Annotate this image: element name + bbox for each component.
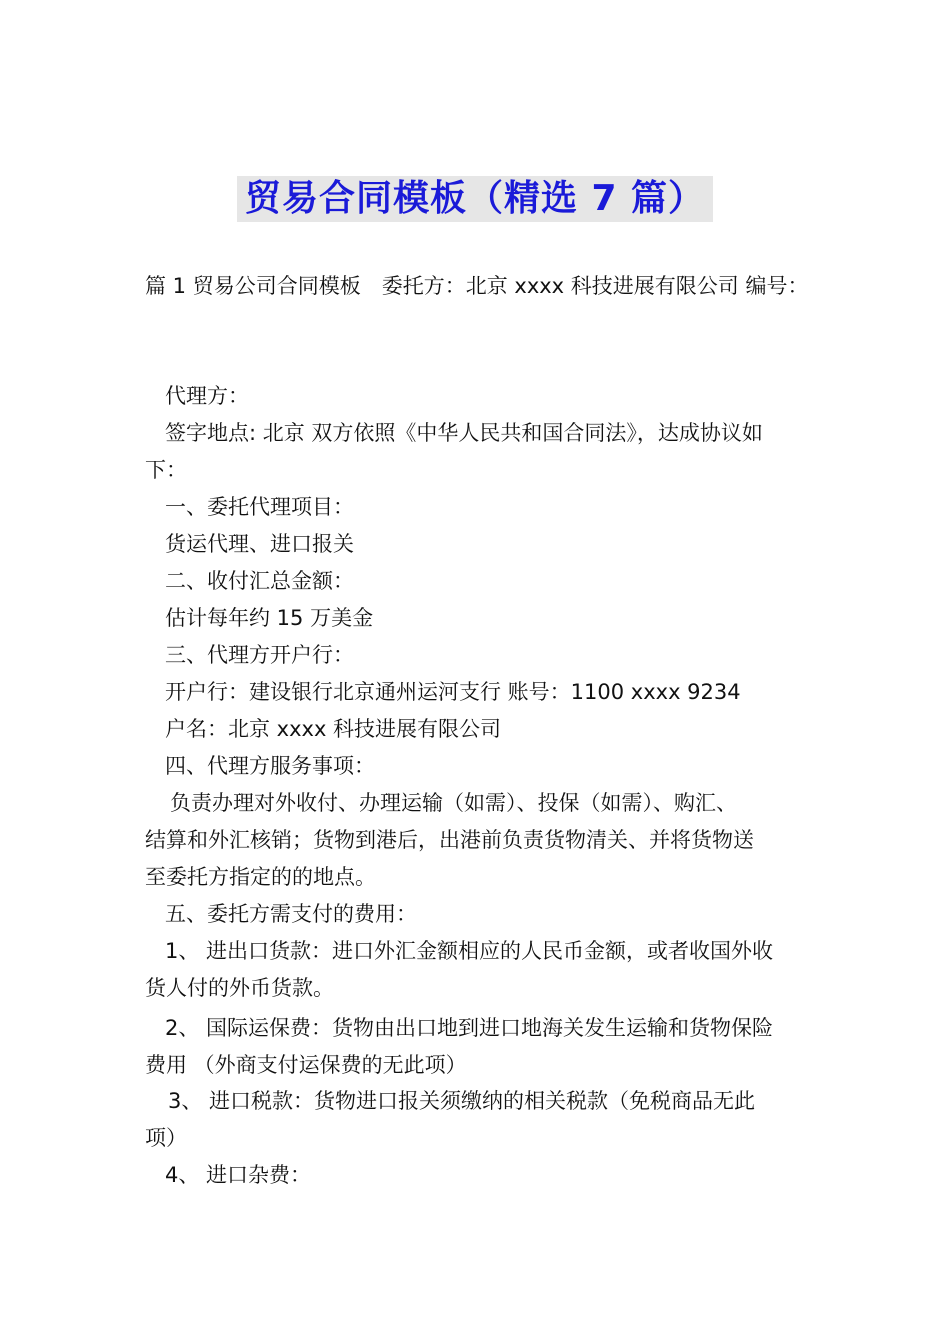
- doc-line: 四、代理方服务事项：: [165, 754, 375, 778]
- doc-line: 货人付的外币货款。: [145, 976, 334, 1000]
- doc-line: 下：: [145, 458, 187, 482]
- doc-line: 2、 国际运保费：货物由出口地到进口地海关发生运输和货物保险: [165, 1016, 774, 1040]
- doc-line: 费用 （外商支付运保费的无此项）: [145, 1053, 467, 1077]
- doc-line: 负责办理对外收付、办理运输（如需）、投保（如需）、购汇、: [170, 791, 737, 815]
- doc-line: 代理方：: [165, 384, 249, 408]
- title-container: [0, 176, 950, 222]
- doc-line: 3、 进口税款：货物进口报关须缴纳的相关税款（免税商品无此: [168, 1089, 756, 1113]
- doc-line: 五、委托方需支付的费用：: [165, 902, 417, 926]
- doc-line: 货运代理、进口报关: [165, 532, 354, 556]
- document-title: 贸易合同模板（精选 7 篇）: [237, 176, 713, 222]
- doc-line: 篇 1 贸易公司合同模板 委托方：北京 xxxx 科技进展有限公司 编号：: [145, 274, 809, 298]
- doc-line: 二、收付汇总金额：: [165, 569, 354, 593]
- doc-line: 4、 进口杂费：: [165, 1163, 312, 1187]
- doc-line: 估计每年约 15 万美金: [165, 606, 374, 630]
- doc-line: 开户行：建设银行北京通州运河支行 账号：1100 xxxx 9234: [165, 680, 741, 704]
- doc-line: 至委托方指定的的地点。: [145, 865, 376, 889]
- doc-line: 1、 进出口货款：进口外汇金额相应的人民币金额，或者收国外收: [165, 939, 774, 963]
- doc-line: 结算和外汇核销；货物到港后，出港前负责货物清关、并将货物送: [145, 828, 754, 852]
- doc-line: 三、代理方开户行：: [165, 643, 354, 667]
- doc-line: 项）: [145, 1126, 187, 1150]
- doc-line: 户名：北京 xxxx 科技进展有限公司: [165, 717, 502, 741]
- doc-line: 签字地点: 北京 双方依照《中华人民共和国合同法》，达成协议如: [165, 421, 763, 445]
- doc-line: 一、委托代理项目：: [165, 495, 354, 519]
